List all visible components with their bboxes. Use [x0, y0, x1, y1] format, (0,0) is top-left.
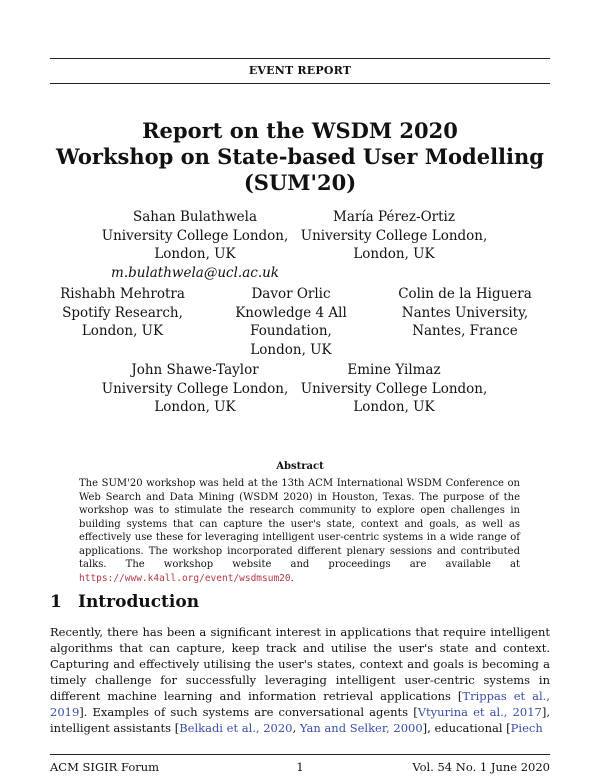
author-name: Emine Yilmaz	[347, 362, 441, 378]
section-title: Introduction	[78, 592, 200, 612]
footer-rule	[50, 754, 550, 755]
intro-text: ,	[292, 721, 300, 735]
header-top-rule	[50, 58, 550, 59]
author-name: Rishabh Mehrotra	[60, 286, 185, 302]
title-line-3: (SUM'20)	[243, 170, 357, 195]
author-location: London, UK	[154, 399, 236, 415]
event-report-label: EVENT REPORT	[248, 64, 352, 77]
abstract-end: .	[290, 572, 294, 584]
author-name: María Pérez-Ortiz	[333, 209, 455, 225]
abstract-heading: Abstract	[276, 461, 324, 472]
intro-text: ]. Examples of such systems are conversational agents [	[79, 705, 418, 719]
page-number: 1	[296, 760, 304, 774]
author-name: Colin de la Higuera	[398, 286, 532, 302]
author-affiliation: Knowledge 4 All Foundation,	[235, 304, 347, 339]
citation-link[interactable]: Belkadi et al., 2020	[179, 721, 293, 735]
author-location: London, UK	[154, 246, 236, 262]
section-number: 1	[50, 592, 62, 612]
author-affiliation: University College London,	[300, 227, 488, 244]
paper-title	[50, 118, 550, 196]
title-line-1: Report on the WSDM 2020	[142, 118, 458, 143]
author-location: Nantes, France	[412, 323, 518, 339]
author-name: Davor Orlic	[251, 286, 331, 302]
author-affiliation: University College London,	[300, 380, 488, 397]
title-line-2: Workshop on State-based User Modelling	[56, 144, 544, 169]
author-affiliation: University College London,	[101, 227, 289, 244]
author-location: London, UK	[353, 399, 435, 415]
author-affiliation: Spotify Research,	[62, 304, 183, 321]
author-block	[50, 285, 195, 341]
author-name: John Shawe-Taylor	[131, 362, 259, 378]
author-email[interactable]: m.bulathwela@ucl.ac.uk	[111, 264, 279, 281]
intro-text: Recently, there has been a significant interest in applications that require intelligent algorithms that can capture, keep track and utilise the user's state and context. Capturing and effectively utilising the user's states, context and goals is becoming a timely challenge for successfully leveraging intelligent user-centric systems in different machine learning and information retrieval applications [	[50, 625, 550, 703]
author-location: London, UK	[81, 323, 164, 339]
intro-paragraph	[50, 624, 550, 736]
author-location: London, UK	[250, 341, 332, 358]
citation-link[interactable]: Trippas et al., 2019	[50, 689, 550, 719]
author-block	[95, 208, 295, 282]
author-location: London, UK	[353, 246, 435, 262]
header-bottom-rule	[50, 83, 550, 84]
author-affiliation: University College London,	[101, 380, 289, 397]
citation-link[interactable]: Piech	[510, 721, 543, 735]
citation-link[interactable]: Vtyurina et al., 2017	[417, 705, 542, 719]
workshop-url-link[interactable]: https://www.k4all.org/event/wsdmsum20	[79, 572, 291, 584]
author-affiliation: Nantes University,	[401, 304, 529, 321]
author-block	[95, 361, 295, 417]
abstract-body	[79, 477, 520, 585]
citation-link[interactable]: Yan and Selker, 2000	[299, 721, 423, 735]
author-name: Sahan Bulathwela	[132, 209, 258, 225]
author-block	[196, 285, 386, 359]
author-block	[294, 361, 494, 417]
author-block	[390, 285, 540, 341]
footer-volume: Vol. 54 No. 1 June 2020	[412, 760, 550, 774]
intro-text: ], educational [	[422, 721, 511, 735]
author-block	[294, 208, 494, 264]
abstract-text: The SUM'20 workshop was held at the 13th ACM International WSDM Conference on Web Search and Data Mining (WSDM 2020) in Houston, Texas. The purpose of the workshop was to stimulate the research community to explore open challenges in building systems that can capture the user's state, context and goals, as well as effectively use these for leveraging intelligent user-centric systems in a wide range of applications. The workshop incorporated different plenary sessions and contributed talks. The workshop website and proceedings are available at	[79, 478, 520, 570]
intro-text: ], intelligent assistants [	[50, 705, 550, 735]
footer-venue: ACM SIGIR Forum	[50, 760, 160, 774]
section-heading	[50, 592, 199, 612]
